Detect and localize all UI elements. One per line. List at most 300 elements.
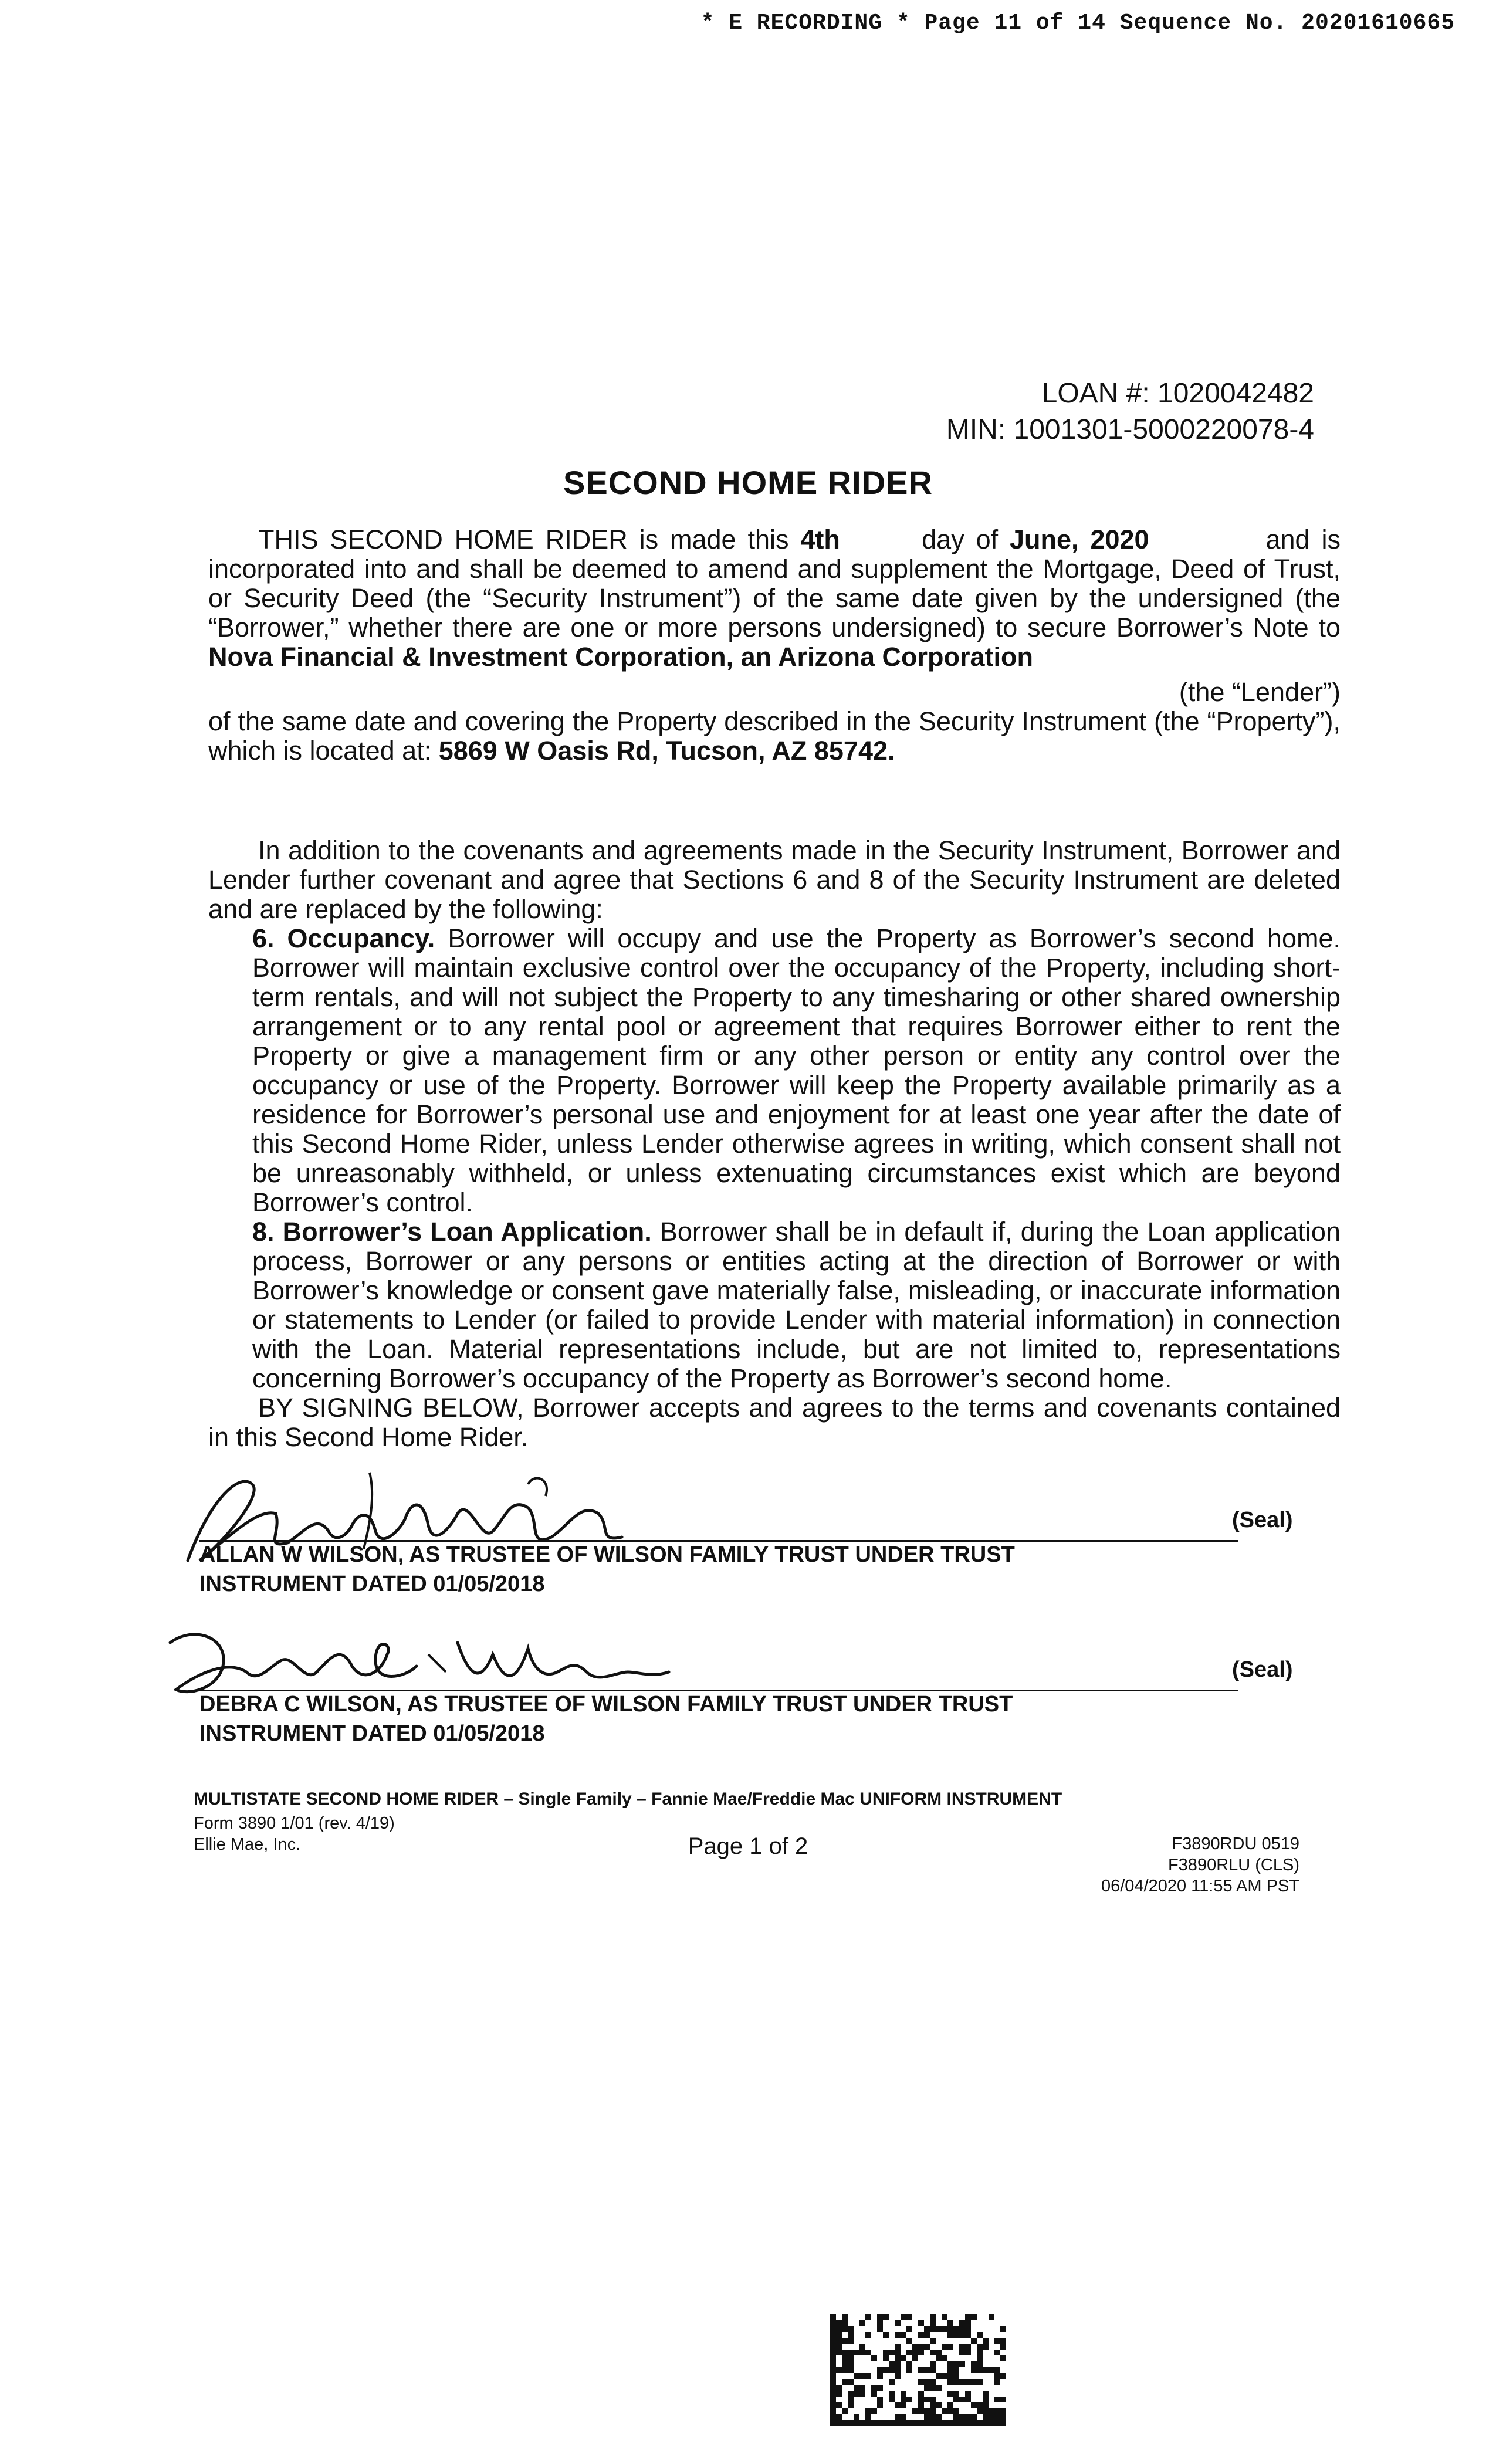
barcode-module [947,2344,953,2350]
barcode-module [936,2402,942,2408]
barcode-module [989,2414,994,2420]
barcode-module [936,2385,942,2391]
barcode-module [842,2379,848,2385]
barcode-module [836,2338,842,2344]
barcode-module [889,2367,895,2373]
barcode-module [865,2314,871,2320]
barcode-module [947,2391,953,2397]
barcode-module [830,2414,836,2420]
barcode-module [971,2414,977,2420]
barcode-module [977,2367,983,2373]
section-6 [208,924,1341,1217]
barcode-module [959,2361,965,2367]
barcode-module [918,2344,924,2350]
barcode-module [1000,2397,1006,2402]
barcode-module [959,2326,965,2332]
barcode-module [1000,2344,1006,2350]
barcode-module [918,2397,924,2402]
barcode-module [983,2344,989,2350]
barcode-module [877,2385,883,2391]
barcode-module [895,2420,901,2426]
form-title: MULTISTATE SECOND HOME RIDER – Single Family – Fannie Mae/Freddie Mac UNIFORM INSTRUMENT [194,1789,1062,1809]
barcode-module [877,2397,883,2402]
barcode-module [947,2326,953,2332]
loan-number: LOAN #: 1020042482 [1041,378,1314,409]
barcode-module [1000,2420,1006,2426]
barcode-module [977,2355,983,2361]
barcode-module [871,2355,877,2361]
barcode-module [1000,2338,1006,2344]
barcode-module [965,2420,971,2426]
barcode-module [971,2367,977,2373]
barcode-module [865,2420,871,2426]
barcode-module [830,2402,836,2408]
barcode-module [924,2326,930,2332]
barcode-module [924,2408,930,2414]
signature-2-seal: (Seal) [1232,1657,1293,1682]
barcode-module [965,2332,971,2338]
barcode-module [889,2420,895,2426]
barcode-module [854,2420,859,2426]
barcode-module [977,2350,983,2355]
barcode-module [848,2391,854,2397]
barcode-module [830,2326,836,2332]
barcode-module [901,2332,906,2338]
barcode-module [994,2414,1000,2420]
barcode-module [989,2314,994,2320]
barcode-module [918,2420,924,2426]
barcode-module [912,2350,918,2355]
barcode-module [842,2350,848,2355]
barcode-module [918,2408,924,2414]
signature-2-image [153,1607,704,1701]
barcode-module [848,2379,854,2385]
barcode-module [953,2361,959,2367]
barcode-module [977,2379,983,2385]
barcode-module [947,2320,953,2326]
barcode-module [947,2379,953,2385]
barcode-module [942,2355,947,2361]
barcode-module [918,2350,924,2355]
barcode-module [947,2420,953,2426]
rider-day: 4th [800,524,840,554]
barcode-module [953,2391,959,2397]
barcode-module [936,2414,942,2420]
barcode-module [983,2420,989,2426]
form-number: Form 3890 1/01 (rev. 4/19) [194,1814,395,1833]
barcode-module [930,2420,936,2426]
signer-2-line-2: INSTRUMENT DATED 01/05/2018 [199,1721,545,1746]
barcode-module [947,2367,953,2373]
barcode-module [947,2373,953,2379]
barcode-module [930,2385,936,2391]
barcode-module [994,2373,1000,2379]
barcode-module [865,2373,871,2379]
intro-text-c: and is incorporated into and shall be deemed to amend and supplement the Mortgage, Deed of Trust, or Security Deed (the “Security Instrument”) of the same date given by the undersigned (the “Borrower,” whether there are one or more persons undersigned) to secure Borrower’s Note to [208,524,1341,642]
barcode-module [953,2373,959,2379]
barcode-module [901,2391,906,2397]
barcode-module [906,2420,912,2426]
barcode-module [994,2367,1000,2373]
barcode-module [830,2361,836,2367]
barcode-module [959,2332,965,2338]
section-8-heading: 8. Borrower’s Loan Application. [252,1217,652,1247]
barcode-module [959,2420,965,2426]
recording-stamp: * E RECORDING * Page 11 of 14 Sequence No. 20201610665 [700,11,1455,36]
signature-2-name [199,1690,1013,1748]
barcode-module [901,2314,906,2320]
barcode-module [912,2344,918,2350]
barcode-module [842,2361,848,2367]
barcode-module [842,2367,848,2373]
barcode-module [977,2420,983,2426]
barcode-module [936,2420,942,2426]
barcode-module [918,2402,924,2408]
signer-1-line-2: INSTRUMENT DATED 01/05/2018 [199,1572,545,1596]
barcode-module [854,2391,859,2397]
barcode-module [895,2320,901,2326]
barcode-module [848,2355,854,2361]
barcode-module [953,2332,959,2338]
barcode-module [912,2420,918,2426]
covenants-section [208,836,1341,1452]
barcode-module [942,2408,947,2414]
barcode-module [836,2332,842,2338]
barcode-module [936,2373,942,2379]
barcode-module [836,2320,842,2326]
barcode-module [871,2408,877,2414]
barcode-module [930,2326,936,2332]
intro-text-a: THIS SECOND HOME RIDER is made this [258,524,789,554]
barcode-module [830,2408,836,2414]
barcode-module [1000,2373,1006,2379]
barcode-module [842,2338,848,2344]
barcode-module [983,2408,989,2414]
barcode-module [924,2385,930,2391]
barcode-module [930,2314,936,2320]
barcode-module [918,2332,924,2338]
barcode-module [830,2320,836,2326]
barcode-module [971,2420,977,2426]
barcode-module [842,2326,848,2332]
barcode-module [859,2385,865,2391]
barcode-module [836,2350,842,2355]
barcode-module [983,2414,989,2420]
barcode-module [959,2320,965,2326]
barcode-module [830,2391,836,2397]
barcode-module [836,2344,842,2350]
barcode-module [889,2379,895,2385]
barcode-module [854,2350,859,2355]
barcode-module [836,2385,842,2391]
barcode-module [895,2414,901,2420]
barcode-module [965,2397,971,2402]
barcode-module [959,2379,965,2385]
barcode-module [842,2320,848,2326]
barcode-module [983,2338,989,2344]
form-code-1: F3890RDU 0519 [1172,1835,1299,1853]
closing-statement: BY SIGNING BELOW, Borrower accepts and agrees to the terms and covenants contained in this Second Home Rider. [208,1393,1341,1452]
barcode-module [889,2391,895,2397]
form-code-2: F3890RLU (CLS) [1167,1856,1299,1874]
barcode-module [965,2350,971,2355]
barcode-module [977,2344,983,2350]
barcode-module [883,2367,889,2373]
barcode-module [836,2414,842,2420]
barcode-module [842,2355,848,2361]
barcode-module [971,2379,977,2385]
barcode-module [830,2397,836,2402]
barcode-module [989,2408,994,2414]
barcode-module [918,2391,924,2397]
barcode-module [883,2355,889,2361]
barcode-image [830,2314,1006,2426]
barcode-module [877,2320,883,2326]
company-name: Ellie Mae, Inc. [194,1835,301,1854]
barcode-module [994,2338,1000,2344]
barcode-module [994,2379,1000,2385]
barcode-module [848,2350,854,2355]
barcode-module [930,2367,936,2373]
section-6-heading: 6. Occupancy. [252,923,435,953]
barcode-module [906,2361,912,2367]
barcode-module [983,2391,989,2397]
barcode-module [959,2344,965,2350]
barcode-module [924,2379,930,2385]
barcode-module [930,2338,936,2344]
barcode-module [883,2314,889,2320]
barcode-module [895,2373,901,2379]
barcode-module [959,2350,965,2355]
barcode-module [848,2361,854,2367]
section-8-text: Borrower shall be in default if, during the Loan application process, Borrower or any persons or entities acting at the direction of Borrower or with Borrower’s knowledge or consent gave materially false, misleading, or inaccurate information or statements to Lender (or failed to provide Lender with material information) in connection with the Loan. Material representations include, but are not limited to, representations concerning Borrower’s occupancy of the Property as Borrower’s second home. [252,1217,1341,1393]
barcode-module [859,2344,865,2350]
barcode-module [883,2332,889,2338]
barcode-module [895,2402,901,2408]
barcode-module [930,2320,936,2326]
signer-1-line-1: ALLAN W WILSON, AS TRUSTEE OF WILSON FAMILY TRUST UNDER TRUST [199,1542,1015,1567]
form-codes [1101,1833,1299,1897]
intro-paragraph [208,525,1341,766]
barcode-module [901,2402,906,2408]
barcode-module [901,2355,906,2361]
barcode-module [965,2344,971,2350]
barcode-module [942,2344,947,2350]
barcode-module [830,2355,836,2361]
barcode-module [883,2420,889,2426]
barcode-module [836,2391,842,2397]
barcode-module [1000,2326,1006,2332]
barcode-module [994,2350,1000,2355]
covenants-intro: In addition to the covenants and agreements made in the Security Instrument, Borrower and Lender further covenant and agree that Sections 6 and 8 of the Security Instrument are deleted and are replaced by the following: [208,835,1341,924]
barcode-module [912,2355,918,2361]
barcode-module [918,2320,924,2326]
barcode-module [924,2397,930,2402]
barcode-module [942,2373,947,2379]
barcode-module [895,2350,901,2355]
barcode-module [848,2367,854,2373]
barcode-module [983,2397,989,2402]
barcode-module [865,2350,871,2355]
barcode-module [983,2402,989,2408]
barcode-module [859,2350,865,2355]
barcode-module [942,2326,947,2332]
barcode-module [871,2385,877,2391]
barcode-module [953,2379,959,2385]
barcode-module [924,2414,930,2420]
loan-block [946,375,1314,448]
barcode-module [859,2373,865,2379]
barcode-module [895,2344,901,2350]
signer-2-line-1: DEBRA C WILSON, AS TRUSTEE OF WILSON FAMILY TRUST UNDER TRUST [199,1692,1013,1717]
barcode-module [854,2373,859,2379]
barcode-module [889,2397,895,2402]
barcode-module [848,2420,854,2426]
barcode-module [895,2332,901,2338]
barcode-module [836,2420,842,2426]
barcode-module [842,2314,848,2320]
barcode-module [953,2397,959,2402]
barcode-module [947,2402,953,2408]
barcode-module [871,2391,877,2397]
min-number: MIN: 1001301-5000220078-4 [946,414,1314,445]
barcode-module [994,2408,1000,2414]
barcode-module [971,2361,977,2367]
barcode-module [930,2402,936,2408]
intro-text-d: of the same date and covering the Property described in the Security Instrument (the “Property”), which is located at: [208,706,1341,766]
barcode-module [877,2326,883,2332]
barcode-module [953,2420,959,2426]
barcode-module [871,2420,877,2426]
barcode-module [848,2338,854,2344]
barcode-module [848,2402,854,2408]
barcode-module [965,2391,971,2397]
barcode-module [830,2314,836,2320]
property-address: 5869 W Oasis Rd, Tucson, AZ 85742. [438,736,895,766]
barcode-module [895,2355,901,2361]
form-timestamp: 06/04/2020 11:55 AM PST [1101,1877,1299,1896]
barcode-module [865,2408,871,2414]
barcode-module [877,2420,883,2426]
barcode-module [901,2420,906,2426]
barcode-module [936,2350,942,2355]
barcode-module [977,2332,983,2338]
barcode-module [830,2373,836,2379]
barcode-module [930,2397,936,2402]
barcode-module [971,2338,977,2344]
barcode-module [959,2397,965,2402]
barcode-module [924,2367,930,2373]
barcode-module [977,2402,983,2408]
barcode-module [947,2408,953,2414]
barcode-module [865,2332,871,2338]
barcode-module [830,2367,836,2373]
barcode-module [836,2367,842,2373]
barcode-module [936,2326,942,2332]
barcode-module [906,2367,912,2373]
barcode-module [942,2314,947,2320]
barcode-module [877,2314,883,2320]
barcode-module [901,2397,906,2402]
barcode-module [965,2414,971,2420]
barcode-module [924,2344,930,2350]
barcode-module [836,2402,842,2408]
barcode-module [989,2367,994,2373]
barcode-module [848,2326,854,2332]
intro-text-b: day of [922,524,999,554]
barcode-module [994,2397,1000,2402]
barcode-module [865,2414,871,2420]
barcode-module [854,2414,859,2420]
rider-month-year: June, 2020 [1010,524,1149,554]
barcode-module [830,2420,836,2426]
barcode-module [889,2350,895,2355]
barcode-module [953,2367,959,2373]
barcode-module [1000,2408,1006,2414]
barcode-module [877,2402,883,2408]
signature-1-seal: (Seal) [1232,1508,1293,1532]
barcode-module [924,2420,930,2426]
barcode-module [930,2408,936,2414]
barcode-module [918,2379,924,2385]
barcode-module [965,2326,971,2332]
barcode-module [877,2373,883,2379]
barcode-module [906,2314,912,2320]
barcode-module [848,2332,854,2338]
barcode-module [848,2397,854,2402]
barcode-module [830,2385,836,2391]
page-number: Page 1 of 2 [688,1833,808,1859]
barcode-module [895,2361,901,2367]
barcode-module [930,2350,936,2355]
barcode-module [854,2385,859,2391]
section-6-text: Borrower will occupy and use the Property as Borrower’s second home. Borrower will maintain exclusive control over the occupancy of the Property, including short-term rentals, and will not subject the Property to any timesharing or other shared ownership arrangement or to any rental pool or agreement that requires Borrower either to rent the Property or give a management firm or any other person or entity any control over the occupancy or use of the Property. Borrower will keep the Property available primarily as a residence for Borrower’s personal use and enjoyment for at least one year after the date of this Second Home Rider, unless Lender otherwise agrees in writing, which consent shall not be unreasonably withheld, or unless extenuating circumstances exist which are beyond Borrower’s control. [252,923,1341,1217]
barcode-module [936,2355,942,2361]
barcode-module [977,2361,983,2367]
barcode-module [830,2332,836,2338]
barcode-module [836,2326,842,2332]
signature-1-name [199,1540,1015,1599]
barcode-module [877,2367,883,2373]
barcode-module [895,2367,901,2373]
barcode-module [889,2361,895,2367]
barcode-module [965,2320,971,2326]
barcode-module [906,2397,912,2402]
barcode-module [906,2350,912,2355]
barcode-module [924,2332,930,2338]
barcode-module [959,2414,965,2420]
barcode-module [906,2338,912,2344]
lender-label: (the “Lender”) [1179,677,1341,707]
barcode-module [918,2367,924,2373]
barcode-module [1000,2414,1006,2420]
barcode-module [859,2320,865,2326]
barcode-module [859,2391,865,2397]
barcode-module [830,2338,836,2344]
barcode-module [883,2350,889,2355]
barcode-module [947,2332,953,2338]
barcode-module [842,2420,848,2426]
barcode-module [830,2379,836,2385]
barcode-module [930,2361,936,2367]
barcode-module [906,2326,912,2332]
barcode-module [947,2361,953,2367]
barcode-module [930,2379,936,2385]
barcode-module [942,2420,947,2426]
barcode-module [912,2408,918,2414]
barcode-module [983,2367,989,2373]
barcode-module [971,2402,977,2408]
